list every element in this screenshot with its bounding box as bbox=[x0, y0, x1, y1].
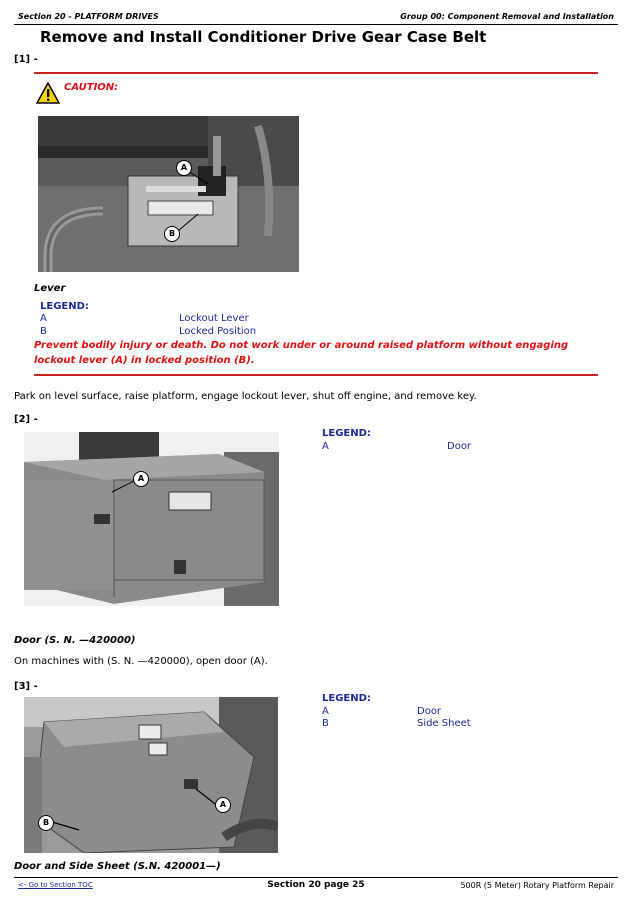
safety-warning: Prevent bodily injury or death. Do not work under or around raised platform without engaging lockout lever (A) in locked position (B). bbox=[34, 340, 569, 366]
legend-3-title: LEGEND: bbox=[322, 693, 371, 704]
caution-bottom-rule bbox=[34, 374, 598, 376]
step-1-label: [1] - bbox=[14, 54, 38, 65]
legend-1-title: LEGEND: bbox=[40, 301, 89, 312]
callout-b: B bbox=[38, 815, 54, 831]
caution-top-rule bbox=[34, 72, 598, 74]
legend-3-key-b: B bbox=[322, 718, 329, 729]
manual-title: 500R (5 Meter) Rotary Platform Repair bbox=[460, 881, 614, 890]
legend-1-value-b: Locked Position bbox=[179, 326, 257, 337]
group-header: Group 00: Component Removal and Installation bbox=[400, 12, 614, 21]
door-side-sheet-photo bbox=[24, 697, 278, 853]
section-header: Section 20 - PLATFORM DRIVES bbox=[18, 12, 159, 21]
footer-divider bbox=[14, 877, 618, 878]
callout-a: A bbox=[215, 797, 231, 813]
legend-1-value-a: Lockout Lever bbox=[179, 313, 249, 324]
step-1-text: Park on level surface, raise platform, engage lockout lever, shut off engine, and remove key. bbox=[14, 391, 477, 402]
legend-2-key-a: A bbox=[322, 441, 329, 452]
section-toc-link[interactable]: <- Go to Section TOC bbox=[18, 881, 93, 889]
figure-1-caption: Lever bbox=[34, 283, 66, 294]
page-number: Section 20 page 25 bbox=[267, 880, 365, 890]
legend-3-value-b: Side Sheet bbox=[417, 718, 471, 729]
caution-label: CAUTION: bbox=[64, 82, 119, 93]
step-2-label: [2] - bbox=[14, 414, 38, 425]
step-3-label: [3] - bbox=[14, 681, 38, 692]
lever-photo bbox=[38, 116, 299, 272]
legend-1-key-b: B bbox=[40, 326, 47, 337]
figure-3-caption: Door and Side Sheet (S.N. 420001—) bbox=[14, 861, 221, 872]
door-photo bbox=[24, 432, 279, 606]
legend-3-value-a: Door bbox=[417, 706, 442, 717]
legend-1-key-a: A bbox=[40, 313, 47, 324]
legend-2-title: LEGEND: bbox=[322, 428, 371, 439]
callout-a: A bbox=[176, 160, 192, 176]
warning-triangle-icon bbox=[36, 82, 60, 104]
callout-b: B bbox=[164, 226, 180, 242]
page-title: Remove and Install Conditioner Drive Gear Case Belt bbox=[40, 28, 487, 46]
figure-2-caption: Door (S. N. —420000) bbox=[14, 635, 136, 646]
header-divider bbox=[14, 24, 618, 25]
callout-a: A bbox=[133, 471, 149, 487]
legend-2-value-a: Door bbox=[447, 441, 472, 452]
legend-3-key-a: A bbox=[322, 706, 329, 717]
step-2-text: On machines with (S. N. —420000), open door (A). bbox=[14, 656, 268, 667]
